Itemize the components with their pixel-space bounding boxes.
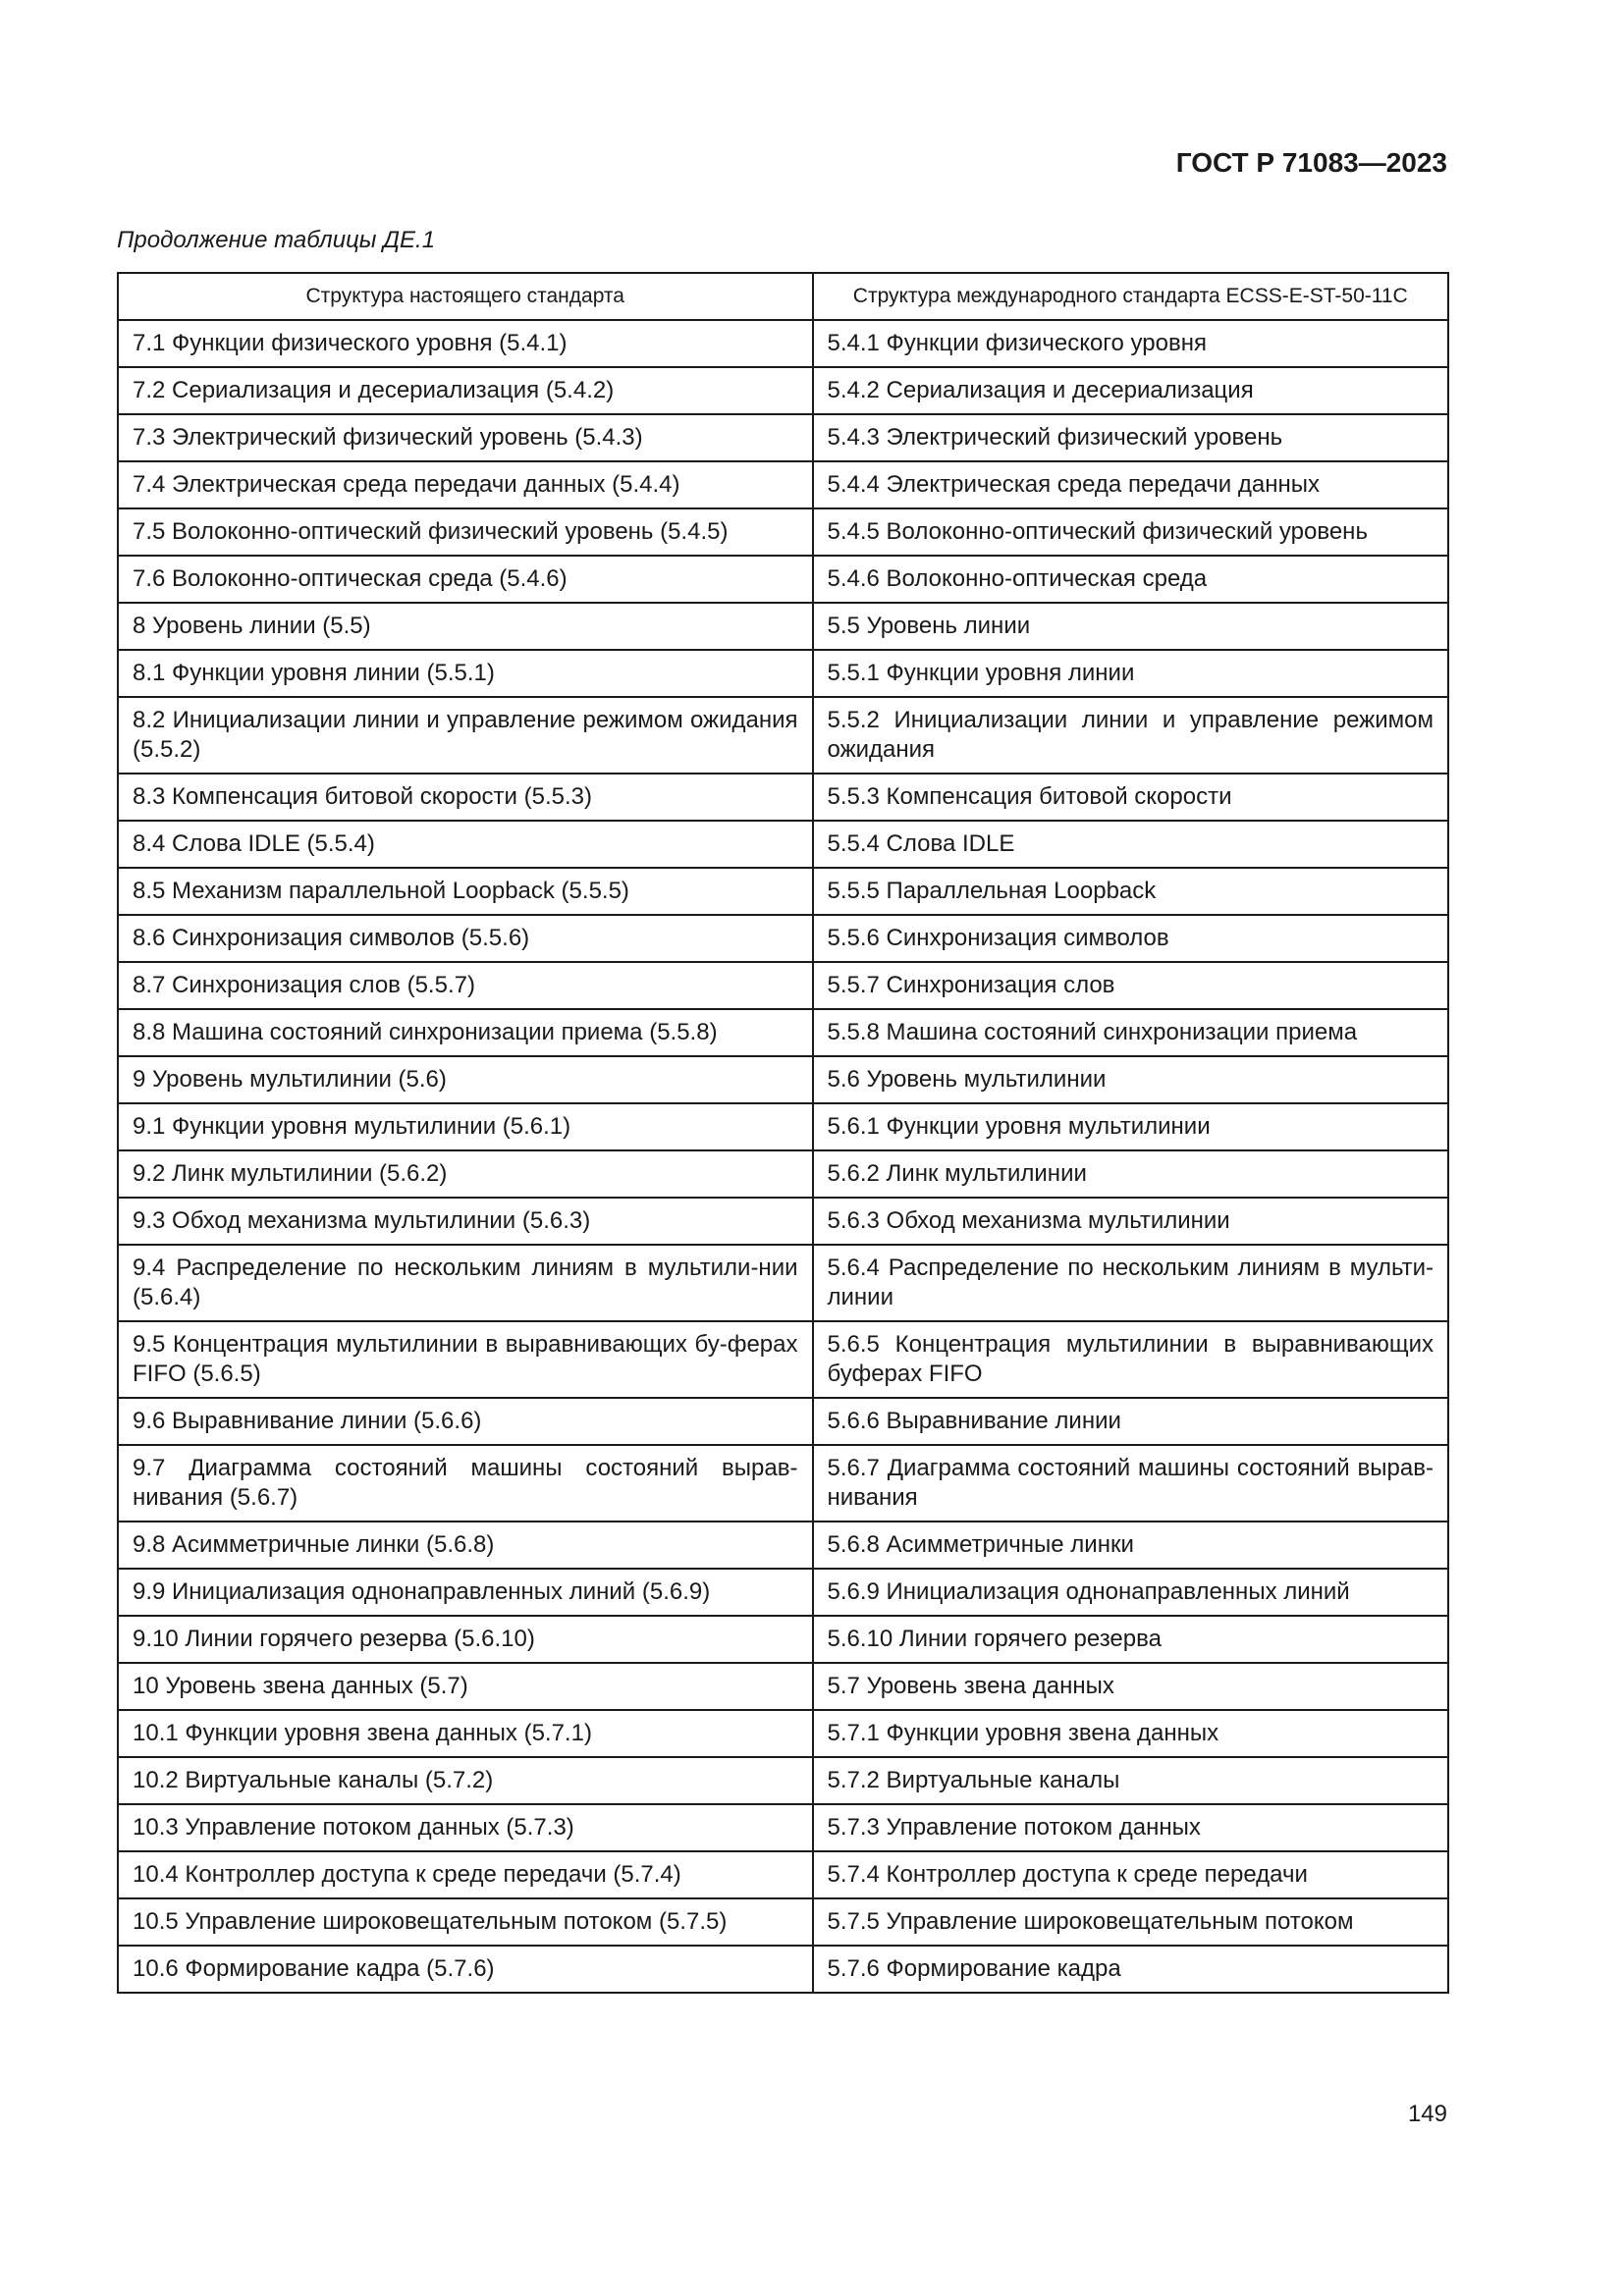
table-row [118, 1245, 1448, 1321]
cell-this-standard: 10.5 Управление широковещательным потоком (5.7.5) [118, 1898, 813, 1946]
cell-this-standard: 8.6 Синхронизация символов (5.5.6) [118, 915, 813, 962]
cell-international-standard: 5.5.1 Функции уровня линии [813, 650, 1449, 697]
cell-international-standard: 5.4.5 Волоконно-оптический физический уровень [813, 508, 1449, 556]
cell-this-standard: 9 Уровень мультилинии (5.6) [118, 1056, 813, 1103]
cell-this-standard: 9.5 Концентрация мультилинии в выравнивающих бу-ферах FIFO (5.6.5) [118, 1321, 813, 1398]
cell-international-standard: 5.6 Уровень мультилинии [813, 1056, 1449, 1103]
cell-international-standard: 5.6.1 Функции уровня мультилинии [813, 1103, 1449, 1150]
document-code: ГОСТ Р 71083—2023 [1175, 147, 1447, 178]
cell-international-standard: 5.5.2 Инициализации линии и управление режимом ожидания [813, 697, 1449, 774]
table-row [118, 1569, 1448, 1616]
cell-international-standard: 5.5 Уровень линии [813, 603, 1449, 650]
table-row [118, 603, 1448, 650]
table-row [118, 1445, 1448, 1522]
table-row [118, 1522, 1448, 1569]
cell-international-standard: 5.5.6 Синхронизация символов [813, 915, 1449, 962]
cell-international-standard: 5.7.3 Управление потоком данных [813, 1804, 1449, 1851]
table-row [118, 1009, 1448, 1056]
cell-international-standard: 5.7 Уровень звена данных [813, 1663, 1449, 1710]
cell-this-standard: 9.6 Выравнивание линии (5.6.6) [118, 1398, 813, 1445]
table-row [118, 1616, 1448, 1663]
cell-this-standard: 10.3 Управление потоком данных (5.7.3) [118, 1804, 813, 1851]
cell-international-standard: 5.6.2 Линк мультилинии [813, 1150, 1449, 1198]
table-row [118, 774, 1448, 821]
table-row [118, 1150, 1448, 1198]
table-row [118, 1804, 1448, 1851]
cell-international-standard: 5.7.4 Контроллер доступа к среде передачи [813, 1851, 1449, 1898]
cell-international-standard: 5.6.6 Выравнивание линии [813, 1398, 1449, 1445]
cell-this-standard: 9.8 Асимметричные линки (5.6.8) [118, 1522, 813, 1569]
cell-this-standard: 7.4 Электрическая среда передачи данных (5.4.4) [118, 461, 813, 508]
cell-this-standard: 8.8 Машина состояний синхронизации приема (5.5.8) [118, 1009, 813, 1056]
cell-this-standard: 9.1 Функции уровня мультилинии (5.6.1) [118, 1103, 813, 1150]
cell-international-standard: 5.5.7 Синхронизация слов [813, 962, 1449, 1009]
table-row [118, 697, 1448, 774]
cell-this-standard: 9.3 Обход механизма мультилинии (5.6.3) [118, 1198, 813, 1245]
page-number: 149 [1407, 2101, 1447, 2127]
table-row [118, 915, 1448, 962]
cell-this-standard: 10.2 Виртуальные каналы (5.7.2) [118, 1757, 813, 1804]
cell-international-standard: 5.6.7 Диаграмма состояний машины состояний вырав-нивания [813, 1445, 1449, 1522]
cell-this-standard: 8.3 Компенсация битовой скорости (5.5.3) [118, 774, 813, 821]
cell-this-standard: 7.6 Волоконно-оптическая среда (5.4.6) [118, 556, 813, 603]
table-body [118, 320, 1448, 1993]
cell-this-standard: 10.1 Функции уровня звена данных (5.7.1) [118, 1710, 813, 1757]
cell-international-standard: 5.6.10 Линии горячего резерва [813, 1616, 1449, 1663]
cell-this-standard: 9.7 Диаграмма состояний машины состояний вырав-нивания (5.6.7) [118, 1445, 813, 1522]
table-header-row [118, 273, 1448, 320]
cell-this-standard: 10.6 Формирование кадра (5.7.6) [118, 1946, 813, 1993]
cell-this-standard: 8.7 Синхронизация слов (5.5.7) [118, 962, 813, 1009]
correspondence-table [117, 272, 1449, 1994]
cell-this-standard: 7.1 Функции физического уровня (5.4.1) [118, 320, 813, 367]
cell-international-standard: 5.6.5 Концентрация мультилинии в выравнивающих буферах FIFO [813, 1321, 1449, 1398]
cell-international-standard: 5.4.4 Электрическая среда передачи данных [813, 461, 1449, 508]
header-this-standard: Структура настоящего стандарта [118, 273, 813, 320]
cell-this-standard: 8.2 Инициализации линии и управление режимом ожидания (5.5.2) [118, 697, 813, 774]
cell-this-standard: 9.4 Распределение по нескольким линиям в мультили-нии (5.6.4) [118, 1245, 813, 1321]
table-row [118, 1898, 1448, 1946]
header-international-standard: Структура международного стандарта ECSS-E-ST-50-11C [813, 273, 1449, 320]
table-row [118, 962, 1448, 1009]
cell-this-standard: 7.5 Волоконно-оптический физический уровень (5.4.5) [118, 508, 813, 556]
table-row [118, 556, 1448, 603]
cell-this-standard: 9.2 Линк мультилинии (5.6.2) [118, 1150, 813, 1198]
cell-this-standard: 9.10 Линии горячего резерва (5.6.10) [118, 1616, 813, 1663]
cell-international-standard: 5.6.9 Инициализация однонаправленных линий [813, 1569, 1449, 1616]
table-row [118, 1321, 1448, 1398]
table-row [118, 868, 1448, 915]
table-row [118, 367, 1448, 414]
cell-international-standard: 5.5.4 Слова IDLE [813, 821, 1449, 868]
cell-international-standard: 5.7.6 Формирование кадра [813, 1946, 1449, 1993]
cell-international-standard: 5.6.8 Асимметричные линки [813, 1522, 1449, 1569]
cell-this-standard: 9.9 Инициализация однонаправленных линий (5.6.9) [118, 1569, 813, 1616]
cell-international-standard: 5.4.6 Волоконно-оптическая среда [813, 556, 1449, 603]
table-row [118, 650, 1448, 697]
cell-this-standard: 10.4 Контроллер доступа к среде передачи (5.7.4) [118, 1851, 813, 1898]
table-row [118, 1056, 1448, 1103]
table-row [118, 1851, 1448, 1898]
cell-this-standard: 8.5 Механизм параллельной Loopback (5.5.5) [118, 868, 813, 915]
cell-this-standard: 8.1 Функции уровня линии (5.5.1) [118, 650, 813, 697]
table-row [118, 1946, 1448, 1993]
cell-international-standard: 5.4.3 Электрический физический уровень [813, 414, 1449, 461]
table-row [118, 1710, 1448, 1757]
cell-this-standard: 7.3 Электрический физический уровень (5.4.3) [118, 414, 813, 461]
table-row [118, 1663, 1448, 1710]
cell-this-standard: 8 Уровень линии (5.5) [118, 603, 813, 650]
cell-international-standard: 5.7.5 Управление широковещательным потоком [813, 1898, 1449, 1946]
table-row [118, 821, 1448, 868]
table-row [118, 1198, 1448, 1245]
cell-international-standard: 5.7.2 Виртуальные каналы [813, 1757, 1449, 1804]
cell-international-standard: 5.5.5 Параллельная Loopback [813, 868, 1449, 915]
table-row [118, 320, 1448, 367]
table-row [118, 1103, 1448, 1150]
cell-international-standard: 5.7.1 Функции уровня звена данных [813, 1710, 1449, 1757]
cell-this-standard: 8.4 Слова IDLE (5.5.4) [118, 821, 813, 868]
cell-international-standard: 5.5.8 Машина состояний синхронизации приема [813, 1009, 1449, 1056]
cell-international-standard: 5.6.3 Обход механизма мультилинии [813, 1198, 1449, 1245]
cell-international-standard: 5.4.1 Функции физического уровня [813, 320, 1449, 367]
cell-international-standard: 5.5.3 Компенсация битовой скорости [813, 774, 1449, 821]
cell-this-standard: 7.2 Сериализация и десериализация (5.4.2) [118, 367, 813, 414]
cell-this-standard: 10 Уровень звена данных (5.7) [118, 1663, 813, 1710]
table-row [118, 414, 1448, 461]
cell-international-standard: 5.4.2 Сериализация и десериализация [813, 367, 1449, 414]
table-row [118, 461, 1448, 508]
table-row [118, 1757, 1448, 1804]
table-row [118, 508, 1448, 556]
cell-international-standard: 5.6.4 Распределение по нескольким линиям в мульти-линии [813, 1245, 1449, 1321]
table-caption: Продолжение таблицы ДЕ.1 [117, 227, 436, 253]
table-row [118, 1398, 1448, 1445]
